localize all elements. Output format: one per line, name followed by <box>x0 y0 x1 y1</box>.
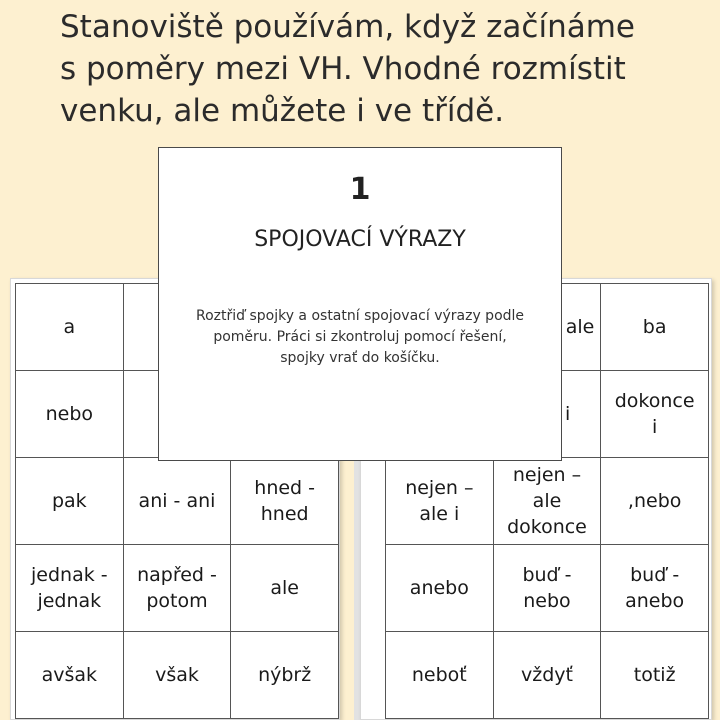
word-cell: ani - ani <box>123 458 231 545</box>
task-card <box>158 147 562 461</box>
card-number: 1 <box>349 172 371 207</box>
heading-line: venku, ale můžete i ve třídě. <box>60 93 505 129</box>
table-row <box>386 545 709 632</box>
instruction-line: poměru. Práci si zkontroluj pomocí řešení, <box>213 329 507 345</box>
word-cell: napřed - potom <box>123 545 231 632</box>
card-title: SPOJOVACÍ VÝRAZY <box>254 227 466 252</box>
table-row <box>386 458 709 545</box>
word-cell: anebo <box>386 545 494 632</box>
word-cell: ,nebo <box>601 458 709 545</box>
word-cell: a <box>16 284 124 371</box>
word-cell: avšak <box>16 632 124 719</box>
word-cell: nýbrž <box>231 632 339 719</box>
heading-line: Stanoviště používám, když začínáme <box>60 9 635 45</box>
table-row <box>16 632 339 719</box>
instruction-line: spojky vrať do košíčku. <box>280 350 440 366</box>
word-cell: buď - anebo <box>601 545 709 632</box>
word-cell: však <box>123 632 231 719</box>
word-cell: ale <box>231 545 339 632</box>
word-cell: totiž <box>601 632 709 719</box>
word-cell: hned - hned <box>231 458 339 545</box>
instruction-line: Roztřiď spojky a ostatní spojovací výrazy podle <box>195 308 525 324</box>
card-instructions <box>169 306 551 369</box>
table-row <box>386 632 709 719</box>
word-cell: vždyť <box>493 632 601 719</box>
word-cell: pak <box>16 458 124 545</box>
word-cell: i <box>493 371 601 458</box>
table-row <box>16 545 339 632</box>
table-row <box>16 458 339 545</box>
word-cell: neboť <box>386 632 494 719</box>
word-cell: ale <box>493 284 601 371</box>
word-cell: nebo <box>16 371 124 458</box>
word-cell: dokonce i <box>601 371 709 458</box>
word-cell: buď - nebo <box>493 545 601 632</box>
word-cell: nejen – ale dokonce <box>493 458 601 545</box>
word-cell: ba <box>601 284 709 371</box>
word-cell: jednak - jednak <box>16 545 124 632</box>
slide-heading <box>60 6 710 132</box>
word-cell: nejen – ale i <box>386 458 494 545</box>
heading-line: s poměry mezi VH. Vhodné rozmístit <box>60 51 626 87</box>
